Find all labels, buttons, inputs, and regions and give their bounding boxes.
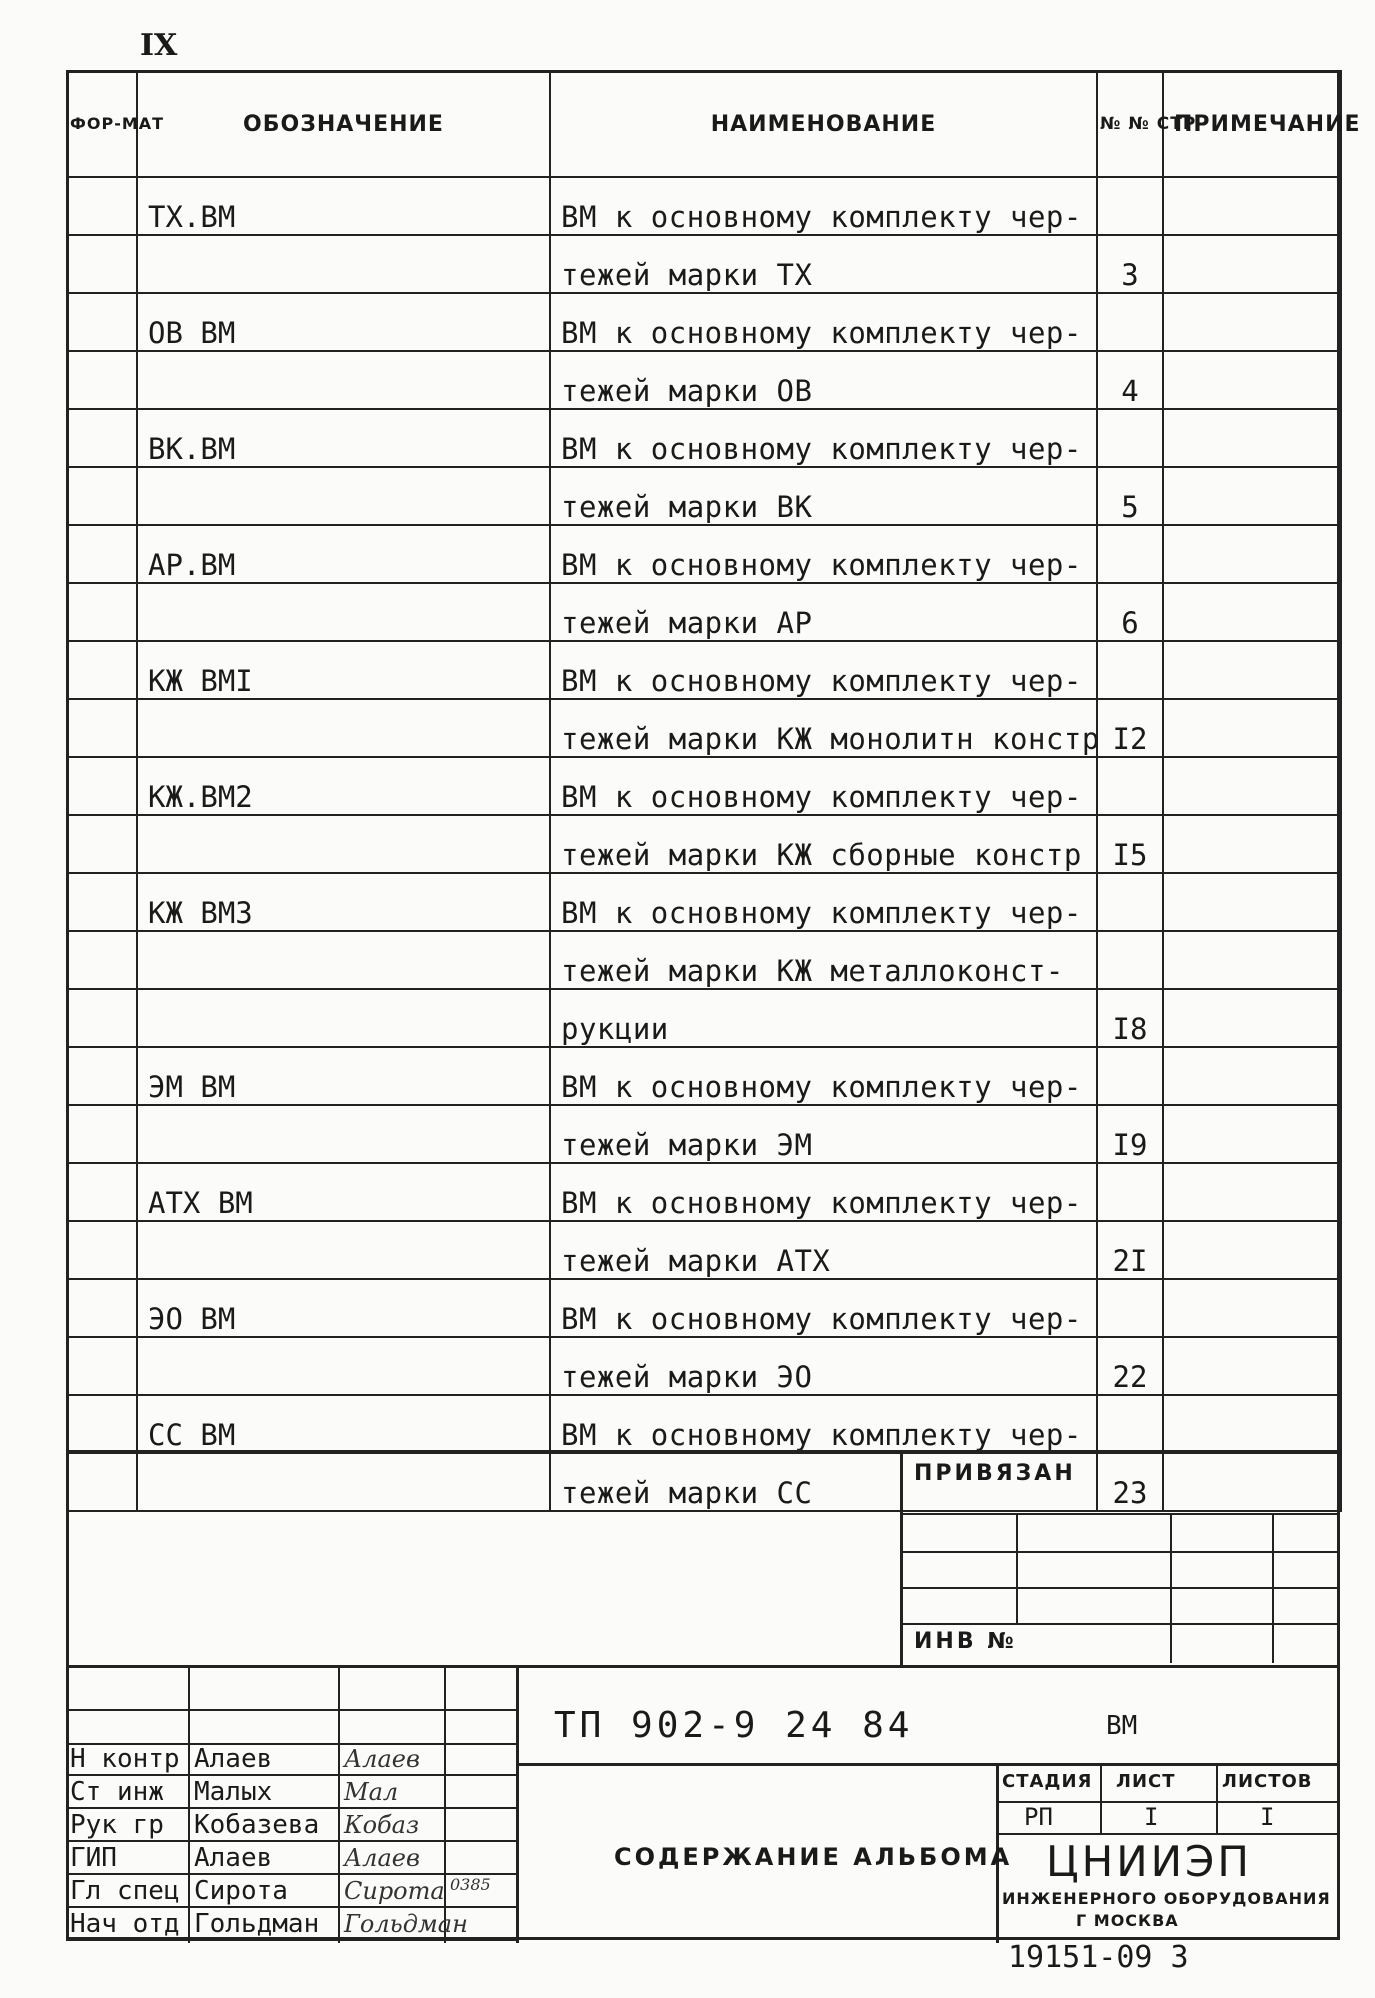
name-cell: ВМ к основному комплекту чер- [550, 525, 1097, 583]
page-cell: 6 [1097, 583, 1163, 641]
signatory-name: Алаев [194, 1843, 273, 1873]
note-cell [1163, 583, 1341, 641]
name-cell: тежей марки ВК [550, 467, 1097, 525]
name-cell: тежей марки ЭМ [550, 1105, 1097, 1163]
note-cell [1163, 1395, 1341, 1453]
note-cell [1163, 815, 1341, 873]
page-cell [1097, 931, 1163, 989]
format-cell [67, 235, 137, 293]
designation-cell: СС ВМ [137, 1395, 550, 1453]
page-cell: 5 [1097, 467, 1163, 525]
designation-cell [137, 235, 550, 293]
doc-mark: ВМ [1106, 1711, 1138, 1741]
signatory-row-divider [66, 1906, 516, 1908]
format-cell [67, 931, 137, 989]
page-cell: 22 [1097, 1337, 1163, 1395]
note-cell [1163, 873, 1341, 931]
table-row [67, 177, 1341, 235]
signatory-name: Алаев [194, 1744, 273, 1774]
sheet-corner-number: IX [140, 28, 178, 63]
page-cell [1097, 293, 1163, 351]
page-cell: I5 [1097, 815, 1163, 873]
header-note: ПРИМЕЧАНИЕ [1163, 71, 1341, 177]
date-mark: 0385 [450, 1875, 491, 1894]
format-cell [67, 757, 137, 815]
page-cell: I2 [1097, 699, 1163, 757]
note-cell [1163, 1163, 1341, 1221]
format-cell [67, 989, 137, 1047]
name-cell: ВМ к основному комплекту чер- [550, 873, 1097, 931]
header-sheet-number: № № СТР [1097, 71, 1163, 177]
table-row [67, 1105, 1341, 1163]
page-cell: I8 [1097, 989, 1163, 1047]
name-cell: тежей марки КЖ монолитн констр [550, 699, 1097, 757]
format-cell [67, 409, 137, 467]
format-cell [67, 583, 137, 641]
note-cell [1163, 1337, 1341, 1395]
table-row [67, 1279, 1341, 1337]
table-row [67, 293, 1341, 351]
page-cell [1097, 873, 1163, 931]
archive-number: 19151-09 3 [1008, 1940, 1189, 1975]
name-cell: тежей марки КЖ металлоконст- [550, 931, 1097, 989]
note-cell [1163, 1105, 1341, 1163]
designation-cell [137, 1105, 550, 1163]
name-cell: ВМ к основному комплекту чер- [550, 1279, 1097, 1337]
header-format: ФОР-МАТ [67, 71, 137, 177]
signatory-row-divider [66, 1840, 516, 1842]
designation-cell: ЭО ВМ [137, 1279, 550, 1337]
format-cell [67, 1105, 137, 1163]
signatory-name: Гольдман [194, 1909, 320, 1939]
table-row [67, 467, 1341, 525]
stage-label: СТАДИЯ [1002, 1771, 1093, 1792]
note-cell [1163, 931, 1341, 989]
sheets-label: ЛИСТОВ [1222, 1771, 1313, 1792]
signatory-signature: Кобаз [344, 1811, 420, 1839]
name-cell: тежей марки ТХ [550, 235, 1097, 293]
page-cell [1097, 1047, 1163, 1105]
format-cell [67, 873, 137, 931]
inventory-number-label: ИНВ № [914, 1629, 1017, 1654]
format-cell [67, 699, 137, 757]
table-row [67, 1163, 1341, 1221]
note-cell [1163, 293, 1341, 351]
format-cell [67, 1221, 137, 1279]
format-cell [67, 467, 137, 525]
designation-cell: КЖ.ВМ2 [137, 757, 550, 815]
signatory-name: Кобазева [194, 1810, 320, 1840]
note-cell [1163, 351, 1341, 409]
table-row [67, 989, 1341, 1047]
note-cell [1163, 409, 1341, 467]
header-designation: ОБОЗНАЧЕНИЕ [137, 71, 550, 177]
name-cell: рукции [550, 989, 1097, 1047]
page-cell [1097, 1395, 1163, 1453]
table-row [67, 1395, 1341, 1453]
table-row [67, 409, 1341, 467]
table-row [67, 757, 1341, 815]
designation-cell [137, 989, 550, 1047]
name-cell: тежей марки ОВ [550, 351, 1097, 409]
page-cell [1097, 1163, 1163, 1221]
designation-cell: ВК.ВМ [137, 409, 550, 467]
signatory-signature: Сирота [344, 1877, 445, 1905]
format-cell [67, 641, 137, 699]
name-cell: ВМ к основному комплекту чер- [550, 757, 1097, 815]
sheet-value: I [1144, 1803, 1159, 1831]
format-cell [67, 1279, 137, 1337]
name-cell: тежей марки КЖ сборные констр [550, 815, 1097, 873]
note-cell [1163, 177, 1341, 235]
signatory-row-divider [66, 1807, 516, 1809]
sheet-label: ЛИСТ [1116, 1771, 1176, 1792]
table-row [67, 235, 1341, 293]
signatory-signature: Алаев [344, 1844, 420, 1872]
note-cell [1163, 699, 1341, 757]
signatory-name: Малых [194, 1777, 273, 1807]
name-cell: ВМ к основному комплекту чер- [550, 293, 1097, 351]
designation-cell [137, 1337, 550, 1395]
table-row [67, 1047, 1341, 1105]
designation-cell: ТХ.ВМ [137, 177, 550, 235]
stage-value: РП [1024, 1803, 1053, 1831]
designation-cell: АТХ ВМ [137, 1163, 550, 1221]
designation-cell: АР.ВМ [137, 525, 550, 583]
table-row [67, 583, 1341, 641]
header-name: НАИМЕНОВАНИЕ [550, 71, 1097, 177]
org-city: Г МОСКВА [1076, 1911, 1179, 1930]
designation-cell [137, 815, 550, 873]
table-row [67, 699, 1341, 757]
name-cell: ВМ к основному комплекту чер- [550, 177, 1097, 235]
format-cell [67, 293, 137, 351]
table-row [67, 1221, 1341, 1279]
signatory-row-divider [66, 1873, 516, 1875]
format-cell [67, 177, 137, 235]
title-block [66, 1450, 1340, 1943]
note-cell [1163, 1279, 1341, 1337]
note-cell [1163, 641, 1341, 699]
format-cell [67, 1047, 137, 1105]
table-row [67, 873, 1341, 931]
page-cell [1097, 1279, 1163, 1337]
signatory-signature: Мал [344, 1778, 399, 1806]
designation-cell: ЭМ ВМ [137, 1047, 550, 1105]
note-cell [1163, 235, 1341, 293]
format-cell [67, 1337, 137, 1395]
name-cell: ВМ к основному комплекту чер- [550, 409, 1097, 467]
page-cell [1097, 757, 1163, 815]
signatory-name: Сирота [194, 1876, 288, 1906]
note-cell [1163, 467, 1341, 525]
format-cell [67, 351, 137, 409]
note-cell [1163, 989, 1341, 1047]
name-cell: тежей марки СС [550, 1453, 1097, 1511]
designation-cell: ОВ ВМ [137, 293, 550, 351]
note-cell [1163, 1221, 1341, 1279]
signatory-role: Гл спец [70, 1876, 180, 1906]
name-cell: ВМ к основному комплекту чер- [550, 1047, 1097, 1105]
signatory-row-divider [66, 1939, 516, 1941]
name-cell: ВМ к основному комплекту чер- [550, 1163, 1097, 1221]
signatory-role: Нач отд [70, 1909, 180, 1939]
designation-cell [137, 583, 550, 641]
page-cell: I9 [1097, 1105, 1163, 1163]
name-cell: тежей марки АР [550, 583, 1097, 641]
table-row [67, 525, 1341, 583]
designation-cell [137, 699, 550, 757]
page-cell [1097, 409, 1163, 467]
page-cell: 23 [1097, 1453, 1163, 1511]
note-cell [1163, 757, 1341, 815]
designation-cell [137, 467, 550, 525]
designation-cell [137, 1221, 550, 1279]
table-row [67, 351, 1341, 409]
page-cell: 2I [1097, 1221, 1163, 1279]
designation-cell: КЖ ВМ3 [137, 873, 550, 931]
name-cell: ВМ к основному комплекту чер- [550, 1395, 1097, 1453]
designation-cell [137, 931, 550, 989]
designation-cell [137, 351, 550, 409]
signatory-role: Рук гр [70, 1810, 164, 1840]
table-row [67, 1337, 1341, 1395]
signatory-role: ГИП [70, 1843, 117, 1873]
signatory-signature: Гольдман [344, 1910, 468, 1938]
designation-cell: КЖ ВМI [137, 641, 550, 699]
sheets-value: I [1260, 1803, 1275, 1831]
contents-table [66, 70, 1361, 1512]
name-cell: тежей марки АТХ [550, 1221, 1097, 1279]
doc-title: СОДЕРЖАНИЕ АЛЬБОМА [614, 1843, 1013, 1871]
name-cell: тежей марки ЭО [550, 1337, 1097, 1395]
note-cell [1163, 1047, 1341, 1105]
page-cell [1097, 525, 1163, 583]
table-row [67, 641, 1341, 699]
signatory-row-divider [66, 1774, 516, 1776]
org-name: ЦНИИЭП [1046, 1837, 1252, 1886]
note-cell [1163, 525, 1341, 583]
format-cell [67, 525, 137, 583]
signatory-role: Н контр [70, 1744, 180, 1774]
page-cell: 3 [1097, 235, 1163, 293]
page-cell [1097, 177, 1163, 235]
signatory-role: Ст инж [70, 1777, 164, 1807]
format-cell [67, 815, 137, 873]
org-subtitle: ИНЖЕНЕРНОГО ОБОРУДОВАНИЯ [1002, 1889, 1331, 1908]
table-row [67, 931, 1341, 989]
contents-rows [67, 177, 1341, 1511]
binding-label: ПРИВЯЗАН [914, 1461, 1076, 1486]
format-cell [67, 1395, 137, 1453]
signatory-signature: Алаев [344, 1745, 420, 1773]
table-row [67, 815, 1341, 873]
doc-code: ТП 902-9 24 84 [554, 1705, 914, 1746]
page-cell [1097, 641, 1163, 699]
format-cell [67, 1163, 137, 1221]
page-cell: 4 [1097, 351, 1163, 409]
name-cell: ВМ к основному комплекту чер- [550, 641, 1097, 699]
